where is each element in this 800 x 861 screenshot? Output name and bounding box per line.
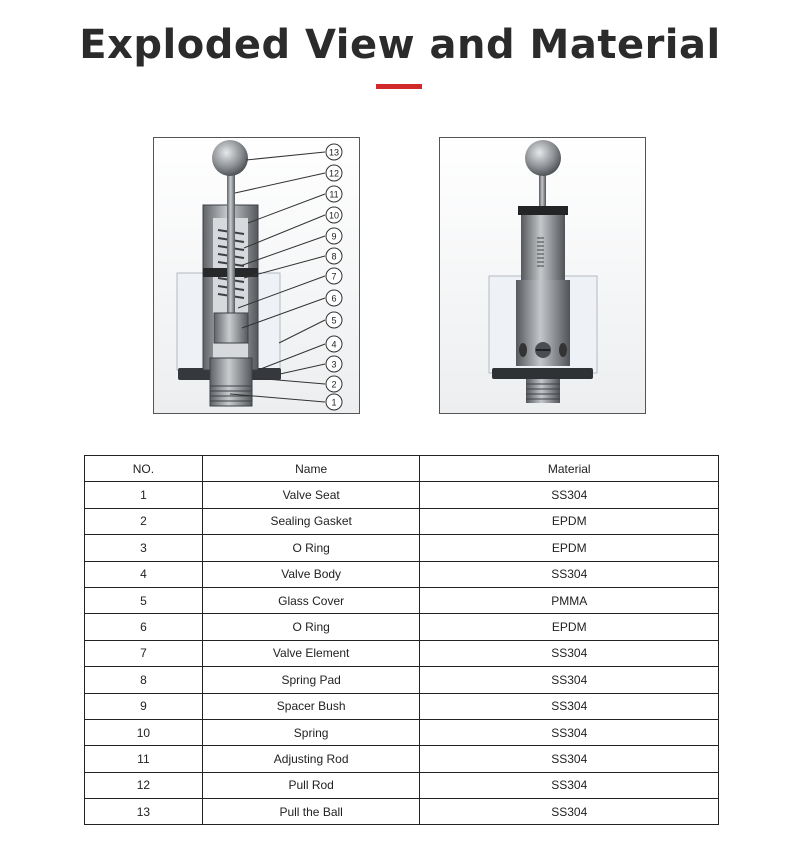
cell-material: SS304	[420, 772, 719, 798]
table-row	[85, 508, 719, 534]
cell-material: SS304	[420, 746, 719, 772]
cell-material: SS304	[420, 799, 719, 825]
callout-11	[326, 186, 342, 202]
table-header-row	[85, 456, 719, 482]
cell-material: EPDM	[420, 614, 719, 640]
cell-material: SS304	[420, 640, 719, 666]
header-material: Material	[420, 456, 719, 482]
cell-material: EPDM	[420, 535, 719, 561]
table-row	[85, 640, 719, 666]
table-row	[85, 667, 719, 693]
cell-name: Pull Rod	[202, 772, 420, 798]
cell-name: Spring	[202, 719, 420, 745]
callout-3	[326, 356, 342, 372]
cell-material: SS304	[420, 561, 719, 587]
callout-8	[326, 248, 342, 264]
header-name: Name	[202, 456, 420, 482]
callout-label: 12	[328, 168, 340, 179]
callout-label: 3	[331, 359, 337, 370]
cell-name: Spacer Bush	[202, 693, 420, 719]
cell-no: 11	[85, 746, 203, 772]
table-row	[85, 772, 719, 798]
callout-label: 11	[329, 189, 339, 200]
cell-material: SS304	[420, 482, 719, 508]
callout-label: 2	[331, 379, 337, 390]
cell-no: 9	[85, 693, 203, 719]
cell-no: 5	[85, 587, 203, 613]
callout-label: 8	[331, 251, 337, 262]
cell-no: 8	[85, 667, 203, 693]
callout-2	[326, 376, 342, 392]
cell-material: SS304	[420, 667, 719, 693]
callout-7	[326, 268, 342, 284]
cell-no: 13	[85, 799, 203, 825]
callout-10	[326, 207, 342, 223]
cell-no: 12	[85, 772, 203, 798]
callout-label: 6	[331, 293, 337, 304]
table-row	[85, 719, 719, 745]
callout-label: 13	[328, 147, 340, 158]
cell-name: Sealing Gasket	[202, 508, 420, 534]
cell-name: Glass Cover	[202, 587, 420, 613]
cell-name: Valve Element	[202, 640, 420, 666]
cell-no: 7	[85, 640, 203, 666]
table-row	[85, 561, 719, 587]
cell-no: 4	[85, 561, 203, 587]
parts-material-table	[84, 455, 719, 825]
callout-label: 5	[331, 315, 337, 326]
callout-13	[326, 144, 342, 160]
cell-no: 1	[85, 482, 203, 508]
cell-material: SS304	[420, 719, 719, 745]
exploded-view-image	[153, 137, 360, 414]
cell-name: Spring Pad	[202, 667, 420, 693]
callout-12	[326, 165, 342, 181]
cell-material: SS304	[420, 693, 719, 719]
callout-label: 7	[331, 271, 337, 282]
cell-name: Valve Seat	[202, 482, 420, 508]
callout-1	[326, 394, 342, 410]
table-row	[85, 482, 719, 508]
cell-name: O Ring	[202, 535, 420, 561]
callout-4	[326, 336, 342, 352]
cell-name: O Ring	[202, 614, 420, 640]
header-no: NO.	[85, 456, 203, 482]
cell-no: 10	[85, 719, 203, 745]
callout-label: 1	[331, 397, 337, 408]
callout-9	[326, 228, 342, 244]
table-row	[85, 693, 719, 719]
assembled-view-image	[439, 137, 646, 414]
table-row	[85, 799, 719, 825]
table-row	[85, 587, 719, 613]
callout-label: 10	[328, 210, 340, 221]
cell-name: Valve Body	[202, 561, 420, 587]
page-title: Exploded View and Material	[79, 22, 721, 68]
cell-material: PMMA	[420, 587, 719, 613]
table-row	[85, 535, 719, 561]
cell-no: 3	[85, 535, 203, 561]
cell-material: EPDM	[420, 508, 719, 534]
callout-6	[326, 290, 342, 306]
title-underline	[376, 84, 422, 89]
cell-no: 2	[85, 508, 203, 534]
callout-label: 4	[331, 339, 337, 350]
table-row	[85, 614, 719, 640]
table-row	[85, 746, 719, 772]
callout-5	[326, 312, 342, 328]
cell-name: Pull the Ball	[202, 799, 420, 825]
cell-no: 6	[85, 614, 203, 640]
cell-name: Adjusting Rod	[202, 746, 420, 772]
callout-label: 9	[331, 231, 337, 242]
